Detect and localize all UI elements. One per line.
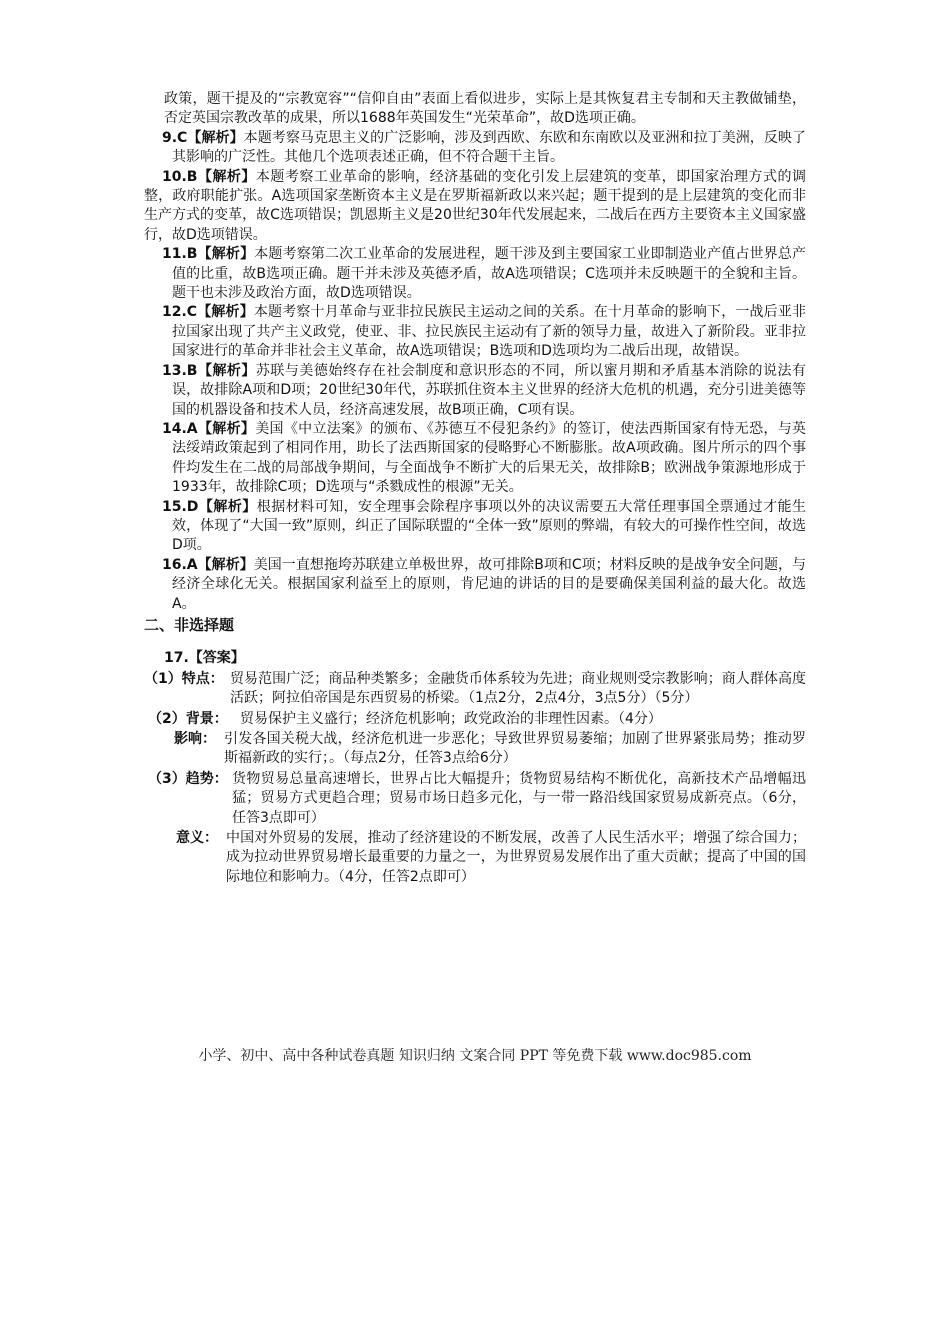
answer-part-3-significance [144,829,806,887]
answer-explanation: 美国一直想拖垮苏联建立单极世界，故可排除B项和C项；材料反映的是战争安全问题，与经济全球化无关。根据国家利益至上的原则，肯尼迪的讲话的目的是要确保美国利益的最大化。故选A。 [172,556,806,612]
answer-number: 14.A【解析】 [162,420,256,437]
answer-item-12 [144,303,806,361]
answer-item-10 [144,168,806,246]
answer-part-1 [144,670,806,709]
intro-paragraph: 政策，题干提及的“宗教宽容”“信仰自由”表面上看似进步，实际上是其恢复君主专制和天主教做铺垫，否定英国宗教改革的成果，所以1688年英国发生“光荣革命”，故D选项正确。 [164,91,806,127]
answer-part-2-impact [144,730,806,769]
part-text: 货物贸易总量高速增长，世界占比大幅提升；货物贸易结构不断优化，高新技术产品增幅迅猛；贸易方式更趋合理；贸易市场日趋多元化，与一带一路沿线国家贸易成新亮点。（6分，任答3点即可） [232,770,806,826]
answer-explanation: 本题考察工业革命的影响，经济基础的变化引发上层建筑的变革，即国家治理方式的调整，政府职能扩张。A选项国家垄断资本主义是在罗斯福新政以来兴起；题干提到的是上层建筑的变化而非生产方式的变革，故C选项错误；凯恩斯主义是20世纪30年代发展起来，二战后在西方主要资本主义国家盛行，故D选项错误。 [144,168,806,243]
part-label: （3）趋势： [148,770,228,787]
part-label: （2）背景： [148,710,228,727]
answer-part-3 [144,770,806,828]
answer-item-15 [144,498,806,556]
part-text: 贸易范围广泛；商品种类繁多；金融货币体系较为先进；商业规则受宗教影响；商人群体高度活跃；阿拉伯帝国是东西贸易的桥梁。（1点2分，2点4分，3点5分）（5分） [230,670,806,707]
answer-key-content [144,90,806,888]
footer-watermark: 小学、初中、高中各种试卷真题 知识归纳 文案合同 PPT 等免费下载 www.doc985.com [198,1048,752,1064]
answer-number: 16.A【解析】 [162,556,254,573]
answer-explanation: 苏联与美德始终存在社会制度和意识形态的不同，所以蜜月期和矛盾基本消除的说法有误，故排除A项和D项；20世纪30年代，苏联抓住资本主义世界的经济大危机的机遇，充分引进美德等国的机器设备和技术人员，经济高速发展，故B项正确，C项有误。 [172,362,806,418]
answer-part-2 [144,710,806,729]
part-label: 影响： [174,731,216,747]
answer-item-11 [144,245,806,303]
answer-explanation: 根据材料可知，安全理事会除程序事项以外的决议需要五大常任理事国全票通过才能生效，体现了“大国一致”原则，纠正了国际联盟的“全体一致”原则的弊端，有较大的可操作性空间，故选D项。 [172,498,807,554]
part-text: 中国对外贸易的发展，推动了经济建设的不断发展，改善了人民生活水平；增强了综合国力；成为拉动世界贸易增长最重要的力量之一，为世界贸易发展作出了重大贡献；提高了中国的国际地位和影响力。（4分，任答2点即可） [226,830,806,885]
section-title: 二、非选择题 [144,615,235,634]
answer-number: 13.B【解析】 [162,362,256,379]
answer-explanation: 本题考察第二次工业革命的发展进程，题干涉及到主要国家工业即制造业产值占世界总产值的比重，故B选项正确。题干并未涉及英德矛盾，故A选项错误；C选项并未反映题干的全貌和主旨。题干也未涉及政治方面，故D选项错误。 [172,246,806,302]
answer-item-9 [144,129,806,168]
answer-item-13 [144,362,806,420]
answer-number: 11.B【解析】 [162,246,255,263]
part-label: （1）特点： [144,670,224,687]
answer-number: 15.D【解析】 [162,498,257,515]
answer-item-14 [144,420,806,498]
answer-17-title: 17.【答案】 [164,650,245,667]
answer-explanation: 本题考察十月革命与亚非拉民族民主运动之间的关系。在十月革命的影响下，一战后亚非拉国家出现了共产主义政党，使亚、非、拉民族民主运动有了新的领导力量，故进入了新阶段。亚非拉国家进行的革命并非社会主义革命，故A选项错误；B选项和D选项均为二战后出现，故错误。 [172,304,807,360]
part-text: 引发各国关税大战，经济危机进一步恶化；导致世界贸易萎缩；加剧了世界紧张局势；推动罗斯福新政的实行；。（每点2分，任答3点给6分） [224,731,806,767]
answer-item-16 [144,556,806,614]
part-text: 贸易保护主义盛行；经济危机影响；政党政治的非理性因素。（4分） [240,710,662,727]
answer-number: 12.C【解析】 [162,304,254,321]
answer-explanation: 美国《中立法案》的颁布、《苏德互不侵犯条约》的签订，使法西斯国家有恃无恐，与英法绥靖政策起到了相同作用，助长了法西斯国家的侵略野心不断膨胀。故A项政确。图片所示的四个事件均发生在二战的局部战争期间，与全面战争不断扩大的后果无关，故排除B；欧洲战争策源地形成于1933年，故排除C项；D选项与“杀戮成性的根源”无关。 [172,420,807,496]
answer-number: 9.C【解析】 [162,129,244,146]
part-label: 意义： [176,830,218,847]
answer-number: 10.B【解析】 [162,168,256,185]
answer-explanation: 本题考察马克思主义的广泛影响，涉及到西欧、东欧和东南欧以及亚洲和拉丁美洲，反映了其影响的广泛性。其他几个选项表述正确，但不符合题干主旨。 [172,129,806,166]
